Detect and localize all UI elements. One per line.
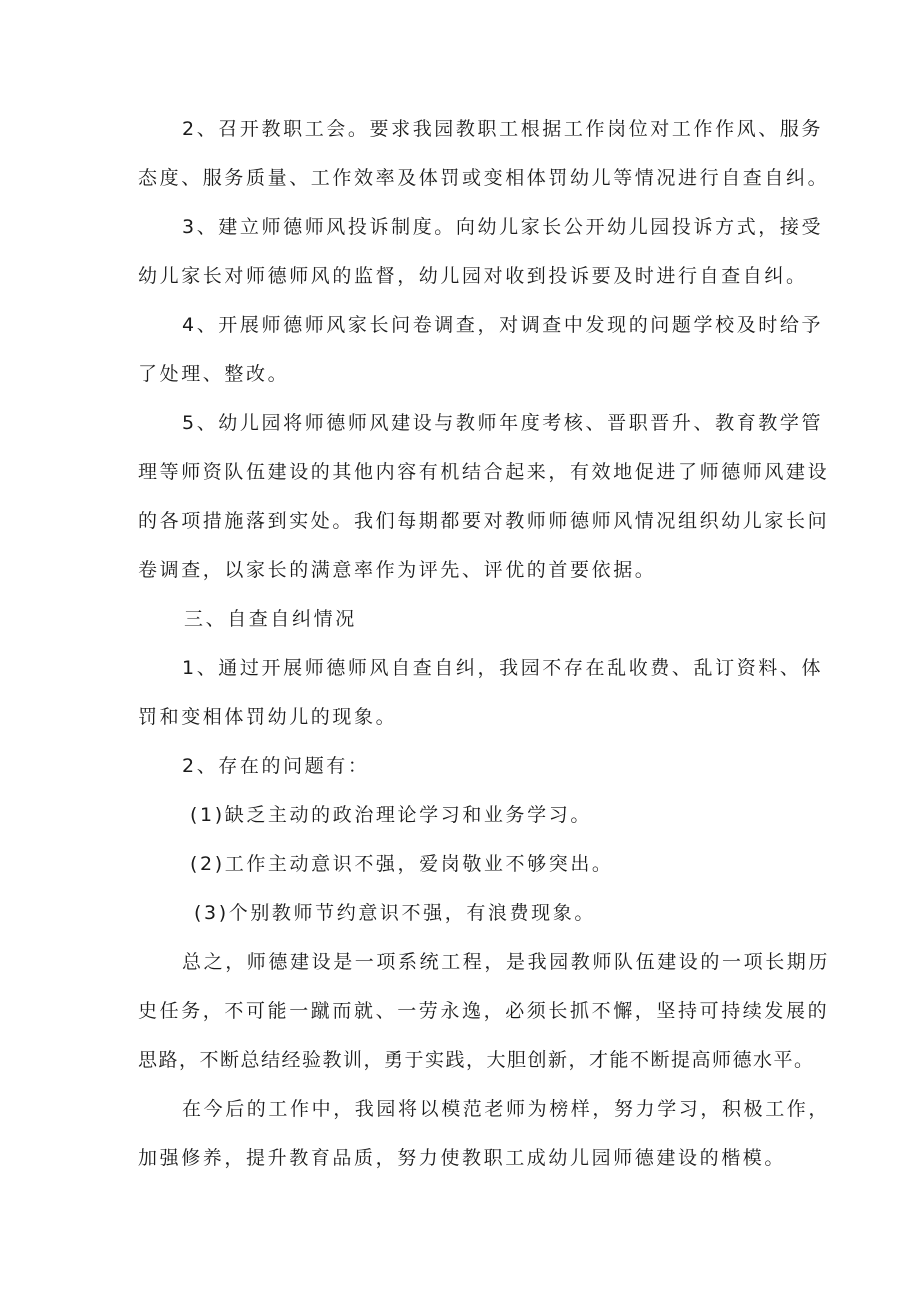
section-title: 三、自查自纠情况: [184, 608, 357, 630]
paragraph-problems-intro: [138, 754, 798, 778]
problem-item-3: [138, 901, 798, 925]
paragraph-line: 思路，不断总结经验教训，勇于实践，大胆创新，才能不断提高师德水平。: [138, 1049, 815, 1071]
paragraph-line: 态度、服务质量、工作效率及体罚或变相体罚幼儿等情况进行自查自纠。: [138, 167, 830, 189]
paragraph-line: 总之，师德建设是一项系统工程，是我园教师队伍建设的一项长期历: [182, 951, 831, 973]
list-item: (3)个别教师节约意识不强，有浪费现象。: [194, 902, 596, 924]
paragraph-line: 4、开展师德师风家长问卷调查，对调查中发现的问题学校及时给予: [182, 314, 824, 336]
paragraph-line: 罚和变相体罚幼儿的现象。: [138, 706, 398, 728]
paragraph-line: 理等师资队伍建设的其他内容有机结合起来，有效地促进了师德师风建设: [138, 461, 830, 483]
problem-item-1: [138, 803, 798, 827]
paragraph-line: 幼儿家长对师德师风的监督，幼儿园对收到投诉要及时进行自查自纠。: [138, 265, 808, 287]
paragraph-line: 加强修养，提升教育品质，努力使教职工成幼儿园师德建设的楷模。: [138, 1147, 787, 1169]
paragraph-line: 2、存在的问题有：: [182, 755, 370, 777]
paragraph-line: 的各项措施落到实处。我们每期都要对教师师德师风情况组织幼儿家长问: [138, 510, 830, 532]
paragraph-line: 2、召开教职工会。要求我园教职工根据工作岗位对工作作风、服务: [182, 118, 824, 140]
paragraph-line: 了处理、整改。: [138, 363, 290, 385]
paragraph-staff-meeting: [138, 117, 830, 190]
document-page: [138, 117, 831, 1195]
paragraph-complaint-system: [138, 215, 824, 288]
paragraph-line: 3、建立师德师风投诉制度。向幼儿家长公开幼儿园投诉方式，接受: [182, 216, 824, 238]
paragraph-future-work: [138, 1097, 831, 1170]
paragraph-parent-survey: [138, 313, 824, 386]
section-heading: [138, 607, 798, 631]
paragraph-line: 1、通过开展师德师风自查自纠，我园不存在乱收费、乱订资料、体: [182, 657, 824, 679]
paragraph-line: 史任务，不可能一蹴而就、一劳永逸，必须长抓不懈，坚持可持续发展的: [138, 1000, 830, 1022]
paragraph-self-check-result: [138, 656, 824, 729]
list-item: (2)工作主动意识不强，爱岗敬业不够突出。: [190, 853, 614, 875]
paragraph-line: 在今后的工作中，我园将以模范老师为榜样，努力学习，积极工作，: [182, 1098, 831, 1120]
list-item: (1)缺乏主动的政治理论学习和业务学习。: [190, 804, 592, 826]
problem-item-2: [138, 852, 798, 876]
paragraph-line: 卷调查，以家长的满意率作为评先、评优的首要依据。: [138, 559, 657, 581]
paragraph-integration: [138, 411, 830, 582]
paragraph-line: 5、幼儿园将师德师风建设与教师年度考核、晋职晋升、教育教学管: [182, 412, 824, 434]
paragraph-summary: [138, 950, 831, 1072]
